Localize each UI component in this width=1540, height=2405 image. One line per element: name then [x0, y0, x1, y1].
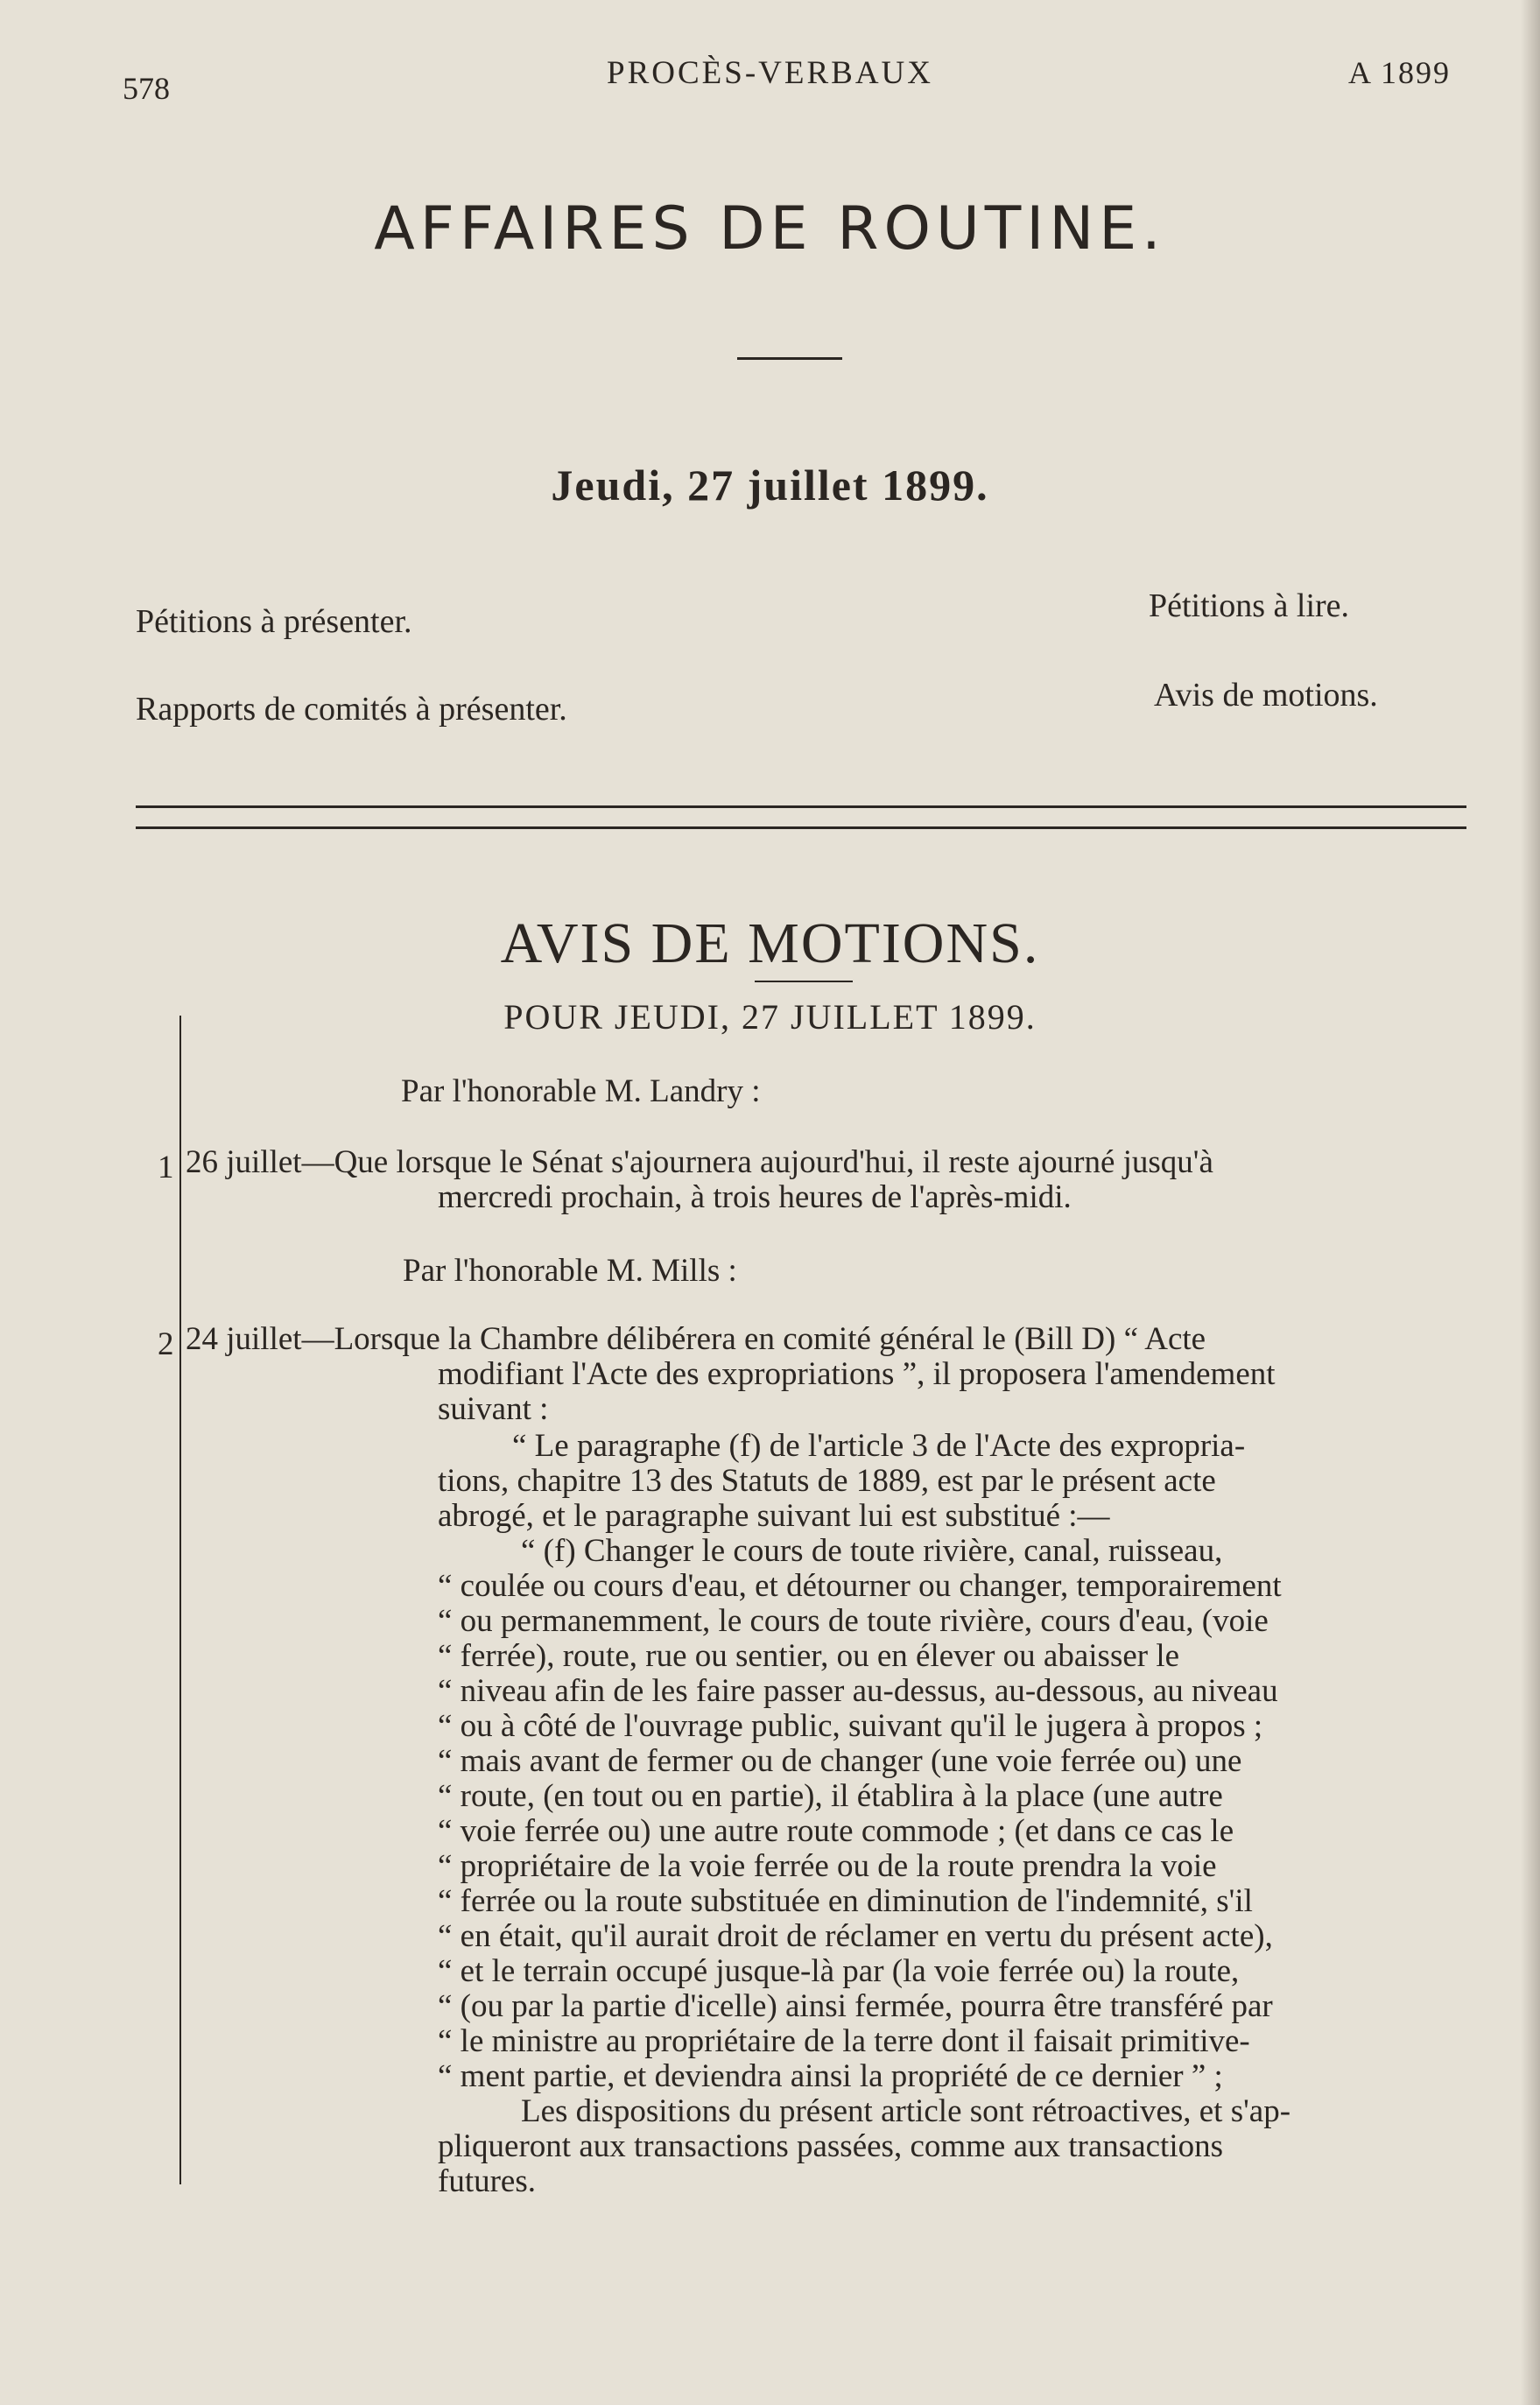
- amendment-line-17: “ (ou par la partie d'icelle) ainsi fermée, pourra être transféré par: [438, 1988, 1273, 2024]
- margin-bar: [179, 1016, 181, 2184]
- amendment-line-1: “ Le paragraphe (f) de l'article 3 de l'Acte des expropria-: [512, 1428, 1246, 1464]
- motion-2-line-2: modifiant l'Acte des expropriations ”, il proposera l'amendement: [438, 1356, 1276, 1392]
- routine-date: Jeudi, 27 juillet 1899.: [551, 461, 989, 510]
- item-petitions-lire: Pétitions à lire.: [1149, 587, 1350, 624]
- motion-1-mover: Par l'honorable M. Landry :: [401, 1073, 761, 1109]
- amendment-line-13: “ propriétaire de la voie ferrée ou de la route prendra la voie: [438, 1848, 1217, 1884]
- section-rule-bottom: [136, 826, 1466, 829]
- amendment-line-10: “ mais avant de fermer ou de changer (une voie ferrée ou) une: [438, 1743, 1242, 1779]
- page-edge-shadow: [1521, 0, 1540, 2405]
- amendment-line-4: “ (f) Changer le cours de toute rivière, canal, ruisseau,: [521, 1533, 1223, 1569]
- amendment-line-12: “ voie ferrée ou) une autre route commode ; (et dans ce cas le: [438, 1813, 1234, 1849]
- page-number: 578: [123, 71, 170, 106]
- motion-2-line-3: suivant :: [438, 1391, 549, 1427]
- running-title: PROCÈS-VERBAUX: [607, 55, 933, 91]
- motion-1-number: 1: [158, 1150, 174, 1185]
- motion-2-mover: Par l'honorable M. Mills :: [403, 1253, 737, 1289]
- item-rapports-comites: Rapports de comités à présenter.: [136, 691, 567, 728]
- amendment-line-3: abrogé, et le paragraphe suivant lui est substitué :—: [438, 1498, 1110, 1534]
- amendment-line-18: “ le ministre au propriétaire de la terre dont il faisait primitive-: [438, 2023, 1250, 2059]
- amendment-line-8: “ niveau afin de les faire passer au-dessus, au-dessous, au niveau: [438, 1673, 1278, 1709]
- amendment-line-14: “ ferrée ou la route substituée en diminution de l'indemnité, s'il: [438, 1883, 1253, 1919]
- item-avis-motions: Avis de motions.: [1154, 677, 1378, 714]
- motion-2-line-1: 24 juillet—Lorsque la Chambre délibérera en comité général le (Bill D) “ Acte: [186, 1321, 1206, 1357]
- amendment-line-20: Les dispositions du présent article sont rétroactives, et s'ap-: [521, 2093, 1291, 2129]
- amendment-line-19: “ ment partie, et deviendra ainsi la propriété de ce dernier ” ;: [438, 2058, 1223, 2094]
- section-rule-top: [136, 805, 1466, 808]
- item-petitions-presenter: Pétitions à présenter.: [136, 603, 412, 640]
- amendment-line-22: futures.: [438, 2163, 536, 2199]
- amendment-line-9: “ ou à côté de l'ouvrage public, suivant qu'il le jugera à propos ;: [438, 1708, 1263, 1744]
- amendment-line-7: “ ferrée), route, rue ou sentier, ou en élever ou abaisser le: [438, 1638, 1180, 1674]
- notices-title: AVIS DE MOTIONS.: [500, 911, 1040, 975]
- running-year: A 1899: [1348, 55, 1452, 90]
- motion-1-line-2: mercredi prochain, à trois heures de l'après-midi.: [438, 1179, 1072, 1215]
- motion-1-line-1: 26 juillet—Que lorsque le Sénat s'ajournera aujourd'hui, il reste ajourné jusqu'à: [186, 1144, 1213, 1180]
- notices-subtitle: POUR JEUDI, 27 JUILLET 1899.: [503, 997, 1037, 1037]
- amendment-line-21: pliqueront aux transactions passées, comme aux transactions: [438, 2128, 1223, 2164]
- amendment-line-5: “ coulée ou cours d'eau, et détourner ou changer, temporairement: [438, 1568, 1282, 1604]
- amendment-line-15: “ en était, qu'il aurait droit de réclamer en vertu du présent acte),: [438, 1918, 1273, 1954]
- amendment-line-11: “ route, (en tout ou en partie), il établira à la place (une autre: [438, 1778, 1223, 1814]
- routine-title: AFFAIRES DE ROUTINE.: [374, 194, 1166, 264]
- motion-2-number: 2: [158, 1326, 174, 1362]
- notices-title-rule: [755, 981, 853, 982]
- title-rule: [737, 357, 842, 360]
- amendment-line-2: tions, chapitre 13 des Statuts de 1889, est par le présent acte: [438, 1463, 1216, 1499]
- amendment-line-6: “ ou permanemment, le cours de toute rivière, cours d'eau, (voie: [438, 1603, 1269, 1639]
- amendment-line-16: “ et le terrain occupé jusque-là par (la voie ferrée ou) la route,: [438, 1953, 1240, 1989]
